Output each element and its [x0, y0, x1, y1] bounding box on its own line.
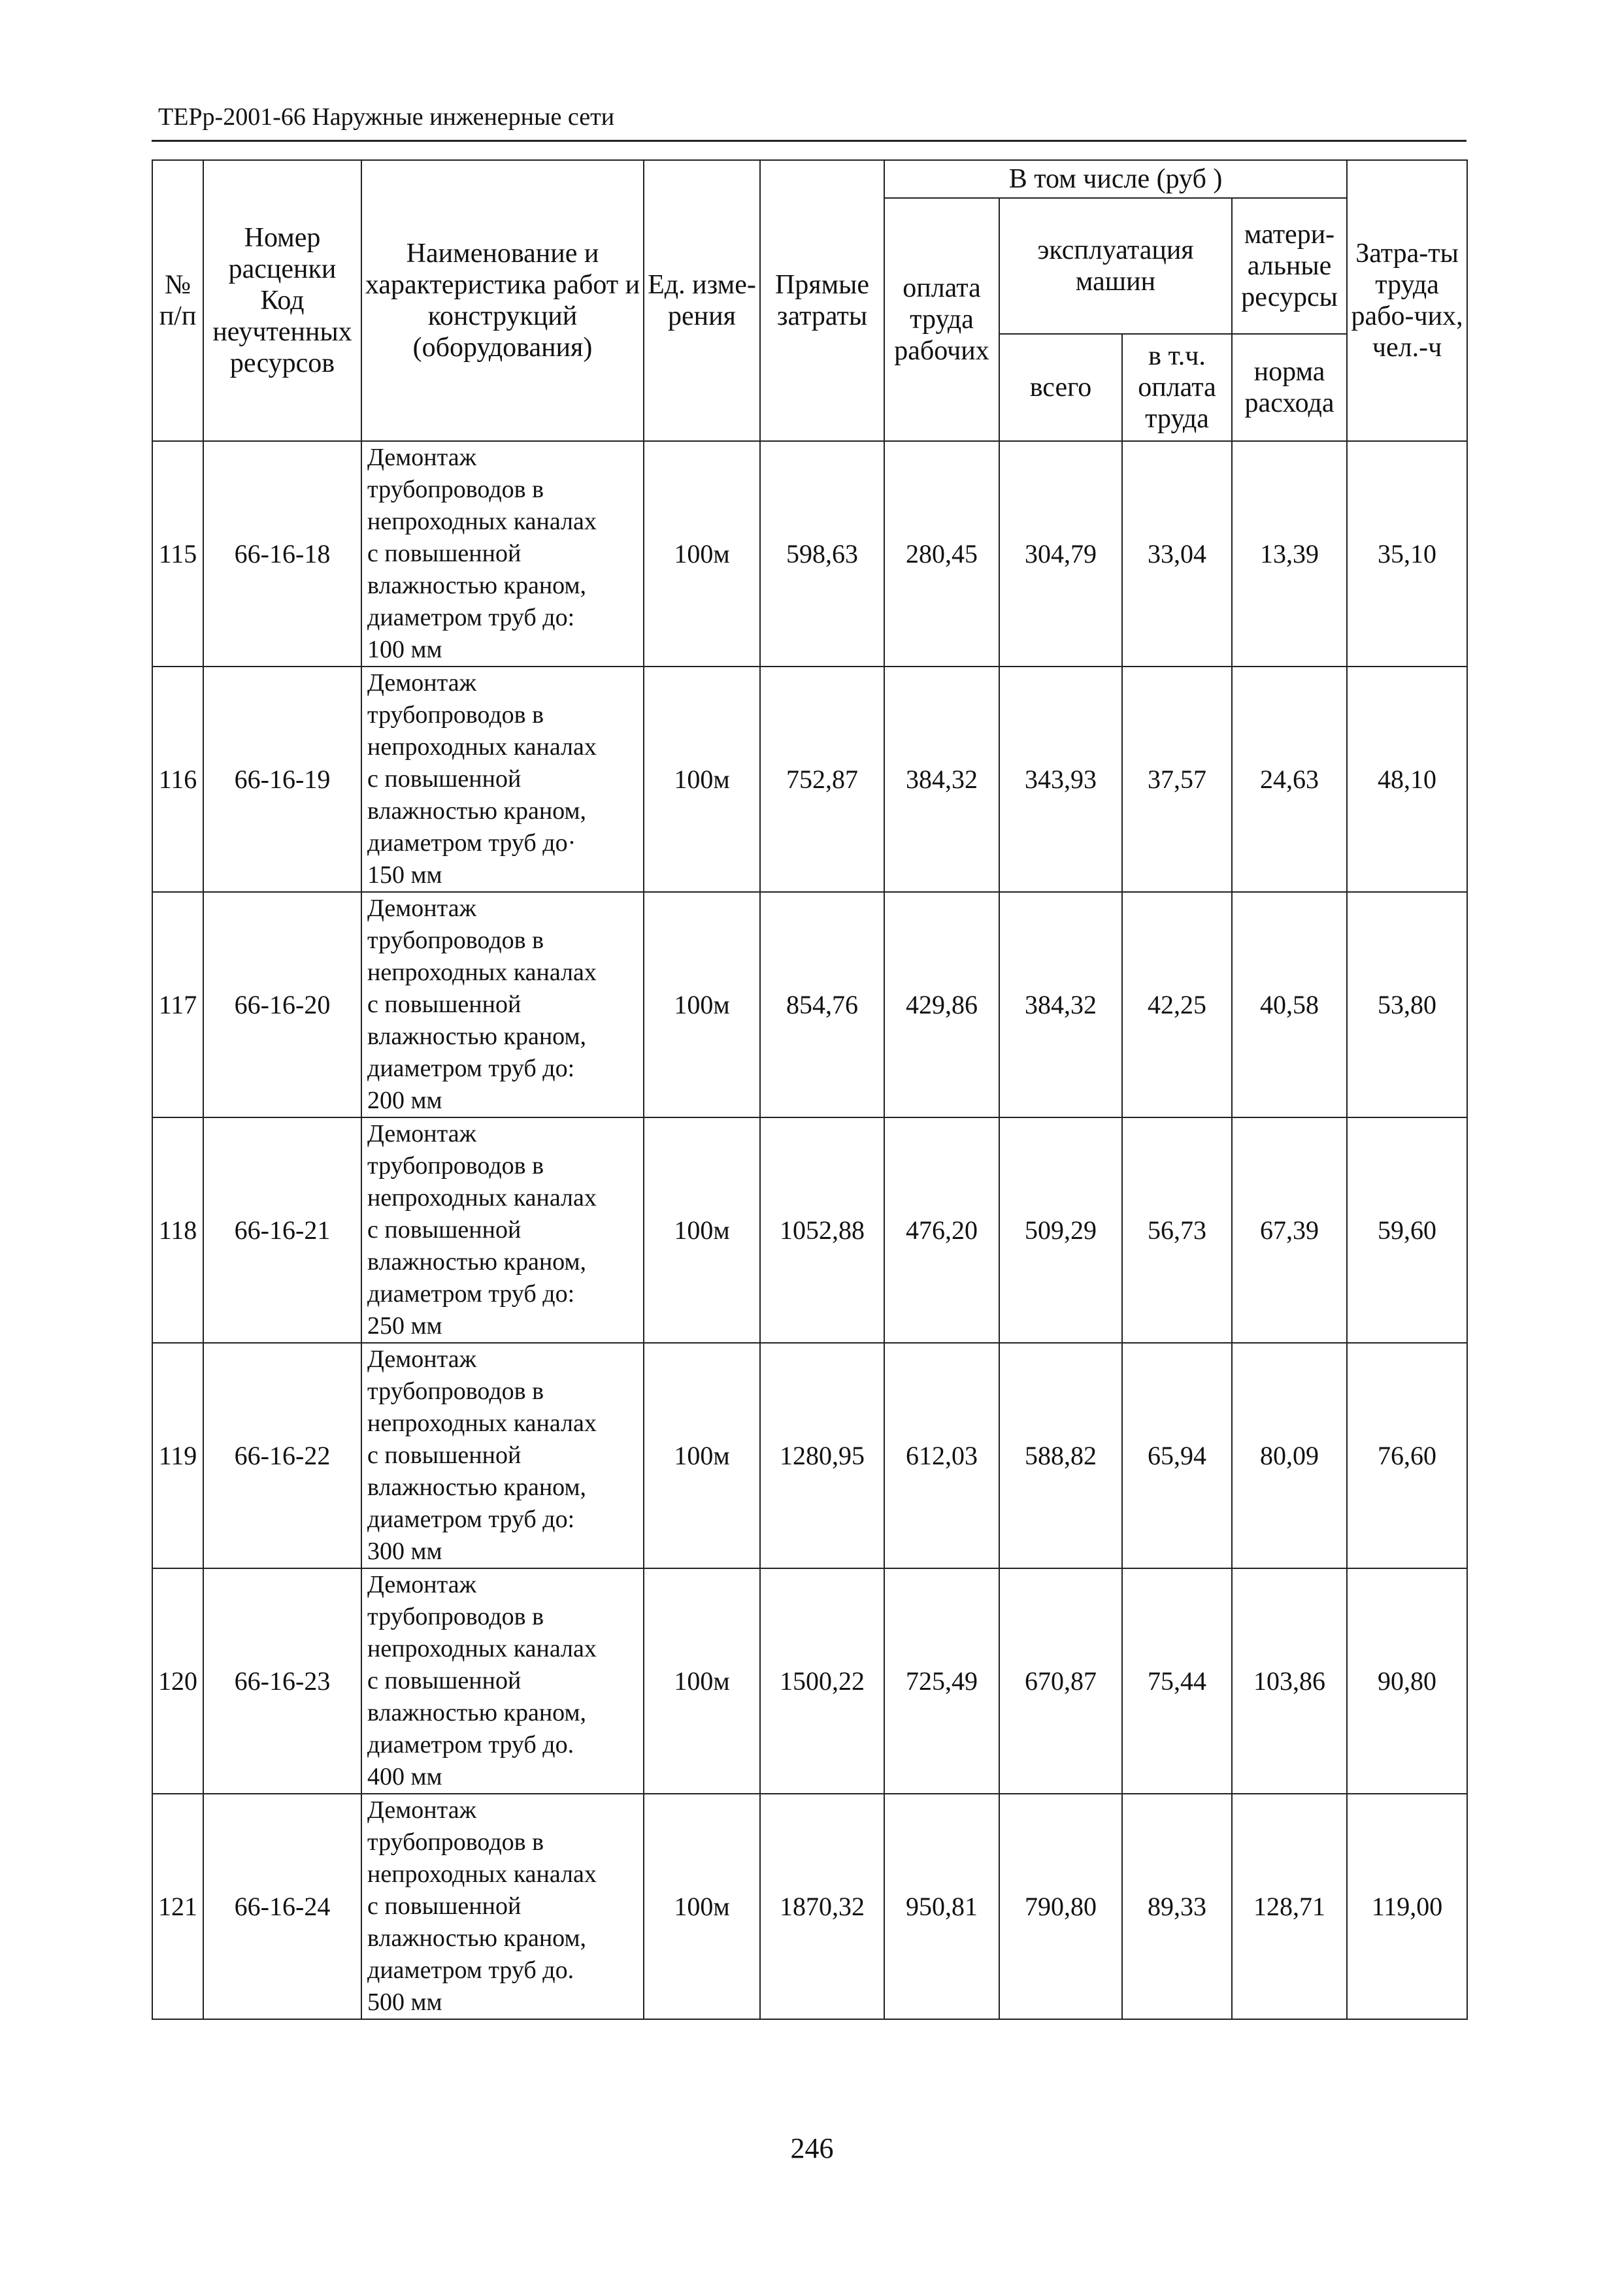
work-description — [361, 1343, 644, 1568]
work-description-line: 400 мм — [367, 1763, 442, 1790]
col-header-labor-hours: Затра-ты труда рабо-чих, чел.-ч — [1347, 160, 1467, 441]
labor-pay: 476,20 — [884, 1117, 999, 1343]
work-description-line: 300 мм — [367, 1538, 442, 1565]
work-description-line: влажностью краном, — [367, 1924, 586, 1952]
work-description-line: диаметром труб до. — [367, 1731, 574, 1758]
machines-total: 343,93 — [999, 667, 1122, 892]
machines-total: 670,87 — [999, 1568, 1122, 1794]
col-header-num: № п/п — [152, 160, 203, 441]
col-header-machines: эксплуатация машин — [999, 198, 1232, 334]
work-description-line: Демонтаж — [367, 1571, 476, 1598]
rate-code: 66-16-24 — [203, 1794, 361, 2019]
work-description — [361, 1117, 644, 1343]
work-description-line: трубопроводов в — [367, 1828, 544, 1856]
work-description-line: диаметром труб до: — [367, 1055, 575, 1082]
work-description-line: 150 мм — [367, 861, 442, 889]
direct-costs: 1280,95 — [760, 1343, 884, 1568]
work-description-line: непроходных каналах — [367, 1635, 597, 1662]
work-description-line: с повышенной — [367, 991, 522, 1018]
materials-cost: 103,86 — [1232, 1568, 1347, 1794]
direct-costs: 1500,22 — [760, 1568, 884, 1794]
labor-pay: 612,03 — [884, 1343, 999, 1568]
work-description-line: диаметром труб до: — [367, 604, 575, 631]
unit: 100м — [644, 441, 760, 667]
labor-hours: 59,60 — [1347, 1117, 1467, 1343]
work-description-line: с повышенной — [367, 1216, 522, 1244]
work-description-line: 200 мм — [367, 1087, 442, 1114]
rate-code: 66-16-22 — [203, 1343, 361, 1568]
unit: 100м — [644, 1117, 760, 1343]
work-description-line: трубопроводов в — [367, 1603, 544, 1630]
direct-costs: 854,76 — [760, 892, 884, 1117]
work-description-line: 100 мм — [367, 636, 442, 663]
work-description-line: трубопроводов в — [367, 1377, 544, 1405]
direct-costs: 1052,88 — [760, 1117, 884, 1343]
table-row — [152, 1343, 1467, 1568]
work-description-line: непроходных каналах — [367, 1410, 597, 1437]
labor-pay: 725,49 — [884, 1568, 999, 1794]
labor-pay: 950,81 — [884, 1794, 999, 2019]
col-header-unit: Ед. изме-рения — [644, 160, 760, 441]
table-body — [152, 441, 1467, 2019]
labor-hours: 90,80 — [1347, 1568, 1467, 1794]
materials-cost: 24,63 — [1232, 667, 1347, 892]
rate-code: 66-16-18 — [203, 441, 361, 667]
materials-cost: 40,58 — [1232, 892, 1347, 1117]
labor-hours: 48,10 — [1347, 667, 1467, 892]
work-description-line: с повышенной — [367, 1892, 522, 1920]
work-description-line: Демонтаж — [367, 669, 476, 697]
work-description-line: диаметром труб до: — [367, 1280, 575, 1308]
machines-total: 790,80 — [999, 1794, 1122, 2019]
work-description-line: Демонтаж — [367, 895, 476, 922]
col-header-including-group: В том числе (руб ) — [884, 160, 1347, 198]
machines-labor-pay: 56,73 — [1122, 1117, 1232, 1343]
rate-code: 66-16-19 — [203, 667, 361, 892]
machines-labor-pay: 33,04 — [1122, 441, 1232, 667]
machines-labor-pay: 75,44 — [1122, 1568, 1232, 1794]
table-row — [152, 1568, 1467, 1794]
unit: 100м — [644, 892, 760, 1117]
col-header-direct-costs: Прямые затраты — [760, 160, 884, 441]
labor-hours: 76,60 — [1347, 1343, 1467, 1568]
table-row — [152, 667, 1467, 892]
work-description-line: диаметром труб до: — [367, 1506, 575, 1533]
unit: 100м — [644, 1343, 760, 1568]
row-number: 119 — [152, 1343, 203, 1568]
page-number: 246 — [790, 2132, 834, 2164]
rates-table — [152, 159, 1468, 2020]
header-rule — [152, 140, 1467, 142]
work-description-line: влажностью краном, — [367, 1023, 586, 1050]
work-description — [361, 1794, 644, 2019]
col-header-labor-pay: оплата труда рабочих — [884, 198, 999, 441]
direct-costs: 598,63 — [760, 441, 884, 667]
row-number: 118 — [152, 1117, 203, 1343]
work-description — [361, 441, 644, 667]
col-header-materials-norm: норма расхода — [1232, 334, 1347, 441]
direct-costs: 1870,32 — [760, 1794, 884, 2019]
materials-cost: 67,39 — [1232, 1117, 1347, 1343]
labor-pay: 384,32 — [884, 667, 999, 892]
labor-hours: 53,80 — [1347, 892, 1467, 1117]
work-description — [361, 1568, 644, 1794]
materials-cost: 80,09 — [1232, 1343, 1347, 1568]
work-description-line: Демонтаж — [367, 1796, 476, 1824]
work-description-line: с повышенной — [367, 1442, 522, 1469]
row-number: 116 — [152, 667, 203, 892]
running-header: ТЕРр-2001-66 Наружные инженерные сети — [158, 103, 615, 131]
row-number: 117 — [152, 892, 203, 1117]
col-header-work: Наименование и характеристика работ и конструкций (оборудования) — [361, 160, 644, 441]
rate-code: 66-16-23 — [203, 1568, 361, 1794]
row-number: 121 — [152, 1794, 203, 2019]
row-number: 115 — [152, 441, 203, 667]
work-description-line: 500 мм — [367, 1988, 442, 2016]
labor-hours: 119,00 — [1347, 1794, 1467, 2019]
machines-labor-pay: 65,94 — [1122, 1343, 1232, 1568]
machines-total: 304,79 — [999, 441, 1122, 667]
machines-total: 384,32 — [999, 892, 1122, 1117]
col-header-materials: матери-альные ресурсы — [1232, 198, 1347, 334]
work-description-line: влажностью краном, — [367, 1248, 586, 1276]
work-description-line: непроходных каналах — [367, 508, 597, 535]
work-description-line: 250 мм — [367, 1312, 442, 1340]
materials-cost: 128,71 — [1232, 1794, 1347, 2019]
machines-labor-pay: 37,57 — [1122, 667, 1232, 892]
work-description — [361, 892, 644, 1117]
machines-total: 509,29 — [999, 1117, 1122, 1343]
unit: 100м — [644, 1568, 760, 1794]
machines-labor-pay: 89,33 — [1122, 1794, 1232, 2019]
work-description-line: влажностью краном, — [367, 797, 586, 825]
work-description-line: непроходных каналах — [367, 733, 597, 761]
work-description-line: непроходных каналах — [367, 1184, 597, 1212]
work-description-line: влажностью краном, — [367, 1699, 586, 1726]
work-description-line: трубопроводов в — [367, 927, 544, 954]
labor-hours: 35,10 — [1347, 441, 1467, 667]
work-description-line: трубопроводов в — [367, 701, 544, 729]
table-row — [152, 892, 1467, 1117]
unit: 100м — [644, 1794, 760, 2019]
col-header-machines-total: всего — [999, 334, 1122, 441]
table-row — [152, 1117, 1467, 1343]
work-description-line: трубопроводов в — [367, 476, 544, 503]
materials-cost: 13,39 — [1232, 441, 1347, 667]
work-description — [361, 667, 644, 892]
labor-pay: 280,45 — [884, 441, 999, 667]
labor-pay: 429,86 — [884, 892, 999, 1117]
unit: 100м — [644, 667, 760, 892]
work-description-line: с повышенной — [367, 540, 522, 567]
work-description-line: с повышенной — [367, 1667, 522, 1694]
work-description-line: непроходных каналах — [367, 959, 597, 986]
work-description-line: влажностью краном, — [367, 1474, 586, 1501]
direct-costs: 752,87 — [760, 667, 884, 892]
table-row — [152, 441, 1467, 667]
machines-total: 588,82 — [999, 1343, 1122, 1568]
work-description-line: Демонтаж — [367, 1345, 476, 1373]
work-description-line: непроходных каналах — [367, 1860, 597, 1888]
work-description-line: диаметром труб до. — [367, 1956, 574, 1984]
machines-labor-pay: 42,25 — [1122, 892, 1232, 1117]
col-header-code: Номер расценки Код неучтенных ресурсов — [203, 160, 361, 441]
work-description-line: трубопроводов в — [367, 1152, 544, 1179]
work-description-line: влажностью краном, — [367, 572, 586, 599]
work-description-line: Демонтаж — [367, 444, 476, 471]
work-description-line: диаметром труб до· — [367, 829, 576, 857]
col-header-machines-labor: в т.ч. оплата труда — [1122, 334, 1232, 441]
work-description-line: Демонтаж — [367, 1120, 476, 1147]
row-number: 120 — [152, 1568, 203, 1794]
work-description-line: с повышенной — [367, 765, 522, 793]
table-row — [152, 1794, 1467, 2019]
rate-code: 66-16-21 — [203, 1117, 361, 1343]
rate-code: 66-16-20 — [203, 892, 361, 1117]
